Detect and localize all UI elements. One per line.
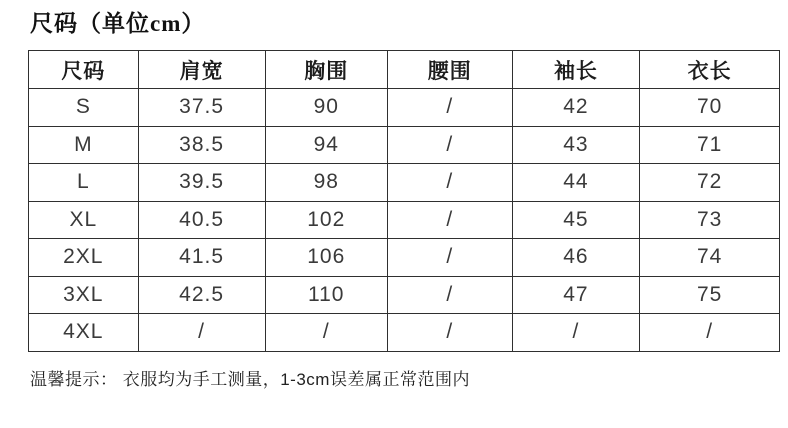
size-label-cell: 4XL [29,314,139,352]
table-row [29,276,780,314]
size-label-cell: XL [29,201,139,239]
table-cell: / [387,201,512,239]
table-row [29,126,780,164]
col-header-bust: 胸围 [265,51,387,89]
table-cell: 40.5 [138,201,265,239]
table-cell: / [387,89,512,127]
table-cell: / [387,276,512,314]
table-cell: 39.5 [138,164,265,202]
table-cell: 106 [265,239,387,277]
table-cell: 72 [640,164,780,202]
table-cell: / [138,314,265,352]
table-row [29,314,780,352]
size-label-cell: M [29,126,139,164]
table-cell: / [512,314,640,352]
table-cell: / [387,239,512,277]
table-cell: 43 [512,126,640,164]
size-label-cell: 3XL [29,276,139,314]
table-cell: 42 [512,89,640,127]
table-row [29,201,780,239]
table-cell: 37.5 [138,89,265,127]
col-header-waist: 腰围 [387,51,512,89]
measurement-note: 温馨提示： 衣服均为手工测量，1-3cm误差属正常范围内 [30,370,470,389]
table-cell: / [265,314,387,352]
col-header-garment-length: 衣长 [640,51,780,89]
table-cell: / [387,314,512,352]
table-cell: 71 [640,126,780,164]
page-title: 尺码（单位cm） [30,11,206,36]
table-cell: 102 [265,201,387,239]
table-row [29,239,780,277]
table-cell: 90 [265,89,387,127]
col-header-shoulder-width: 肩宽 [138,51,265,89]
table-cell: 45 [512,201,640,239]
table-cell: 38.5 [138,126,265,164]
table-cell: 46 [512,239,640,277]
table-cell: 74 [640,239,780,277]
table-cell: 41.5 [138,239,265,277]
size-table [28,50,780,352]
col-header-size: 尺码 [29,51,139,89]
table-cell: 94 [265,126,387,164]
table-cell: 73 [640,201,780,239]
size-label-cell: L [29,164,139,202]
size-table-body [29,89,780,352]
table-row [29,89,780,127]
table-header-row [29,51,780,89]
table-cell: 98 [265,164,387,202]
table-cell: 75 [640,276,780,314]
table-row [29,164,780,202]
table-cell: 110 [265,276,387,314]
table-cell: 70 [640,89,780,127]
table-cell: 44 [512,164,640,202]
table-cell: / [640,314,780,352]
col-header-sleeve-length: 袖长 [512,51,640,89]
size-label-cell: 2XL [29,239,139,277]
table-cell: 47 [512,276,640,314]
table-cell: 42.5 [138,276,265,314]
table-cell: / [387,164,512,202]
table-cell: / [387,126,512,164]
size-label-cell: S [29,89,139,127]
